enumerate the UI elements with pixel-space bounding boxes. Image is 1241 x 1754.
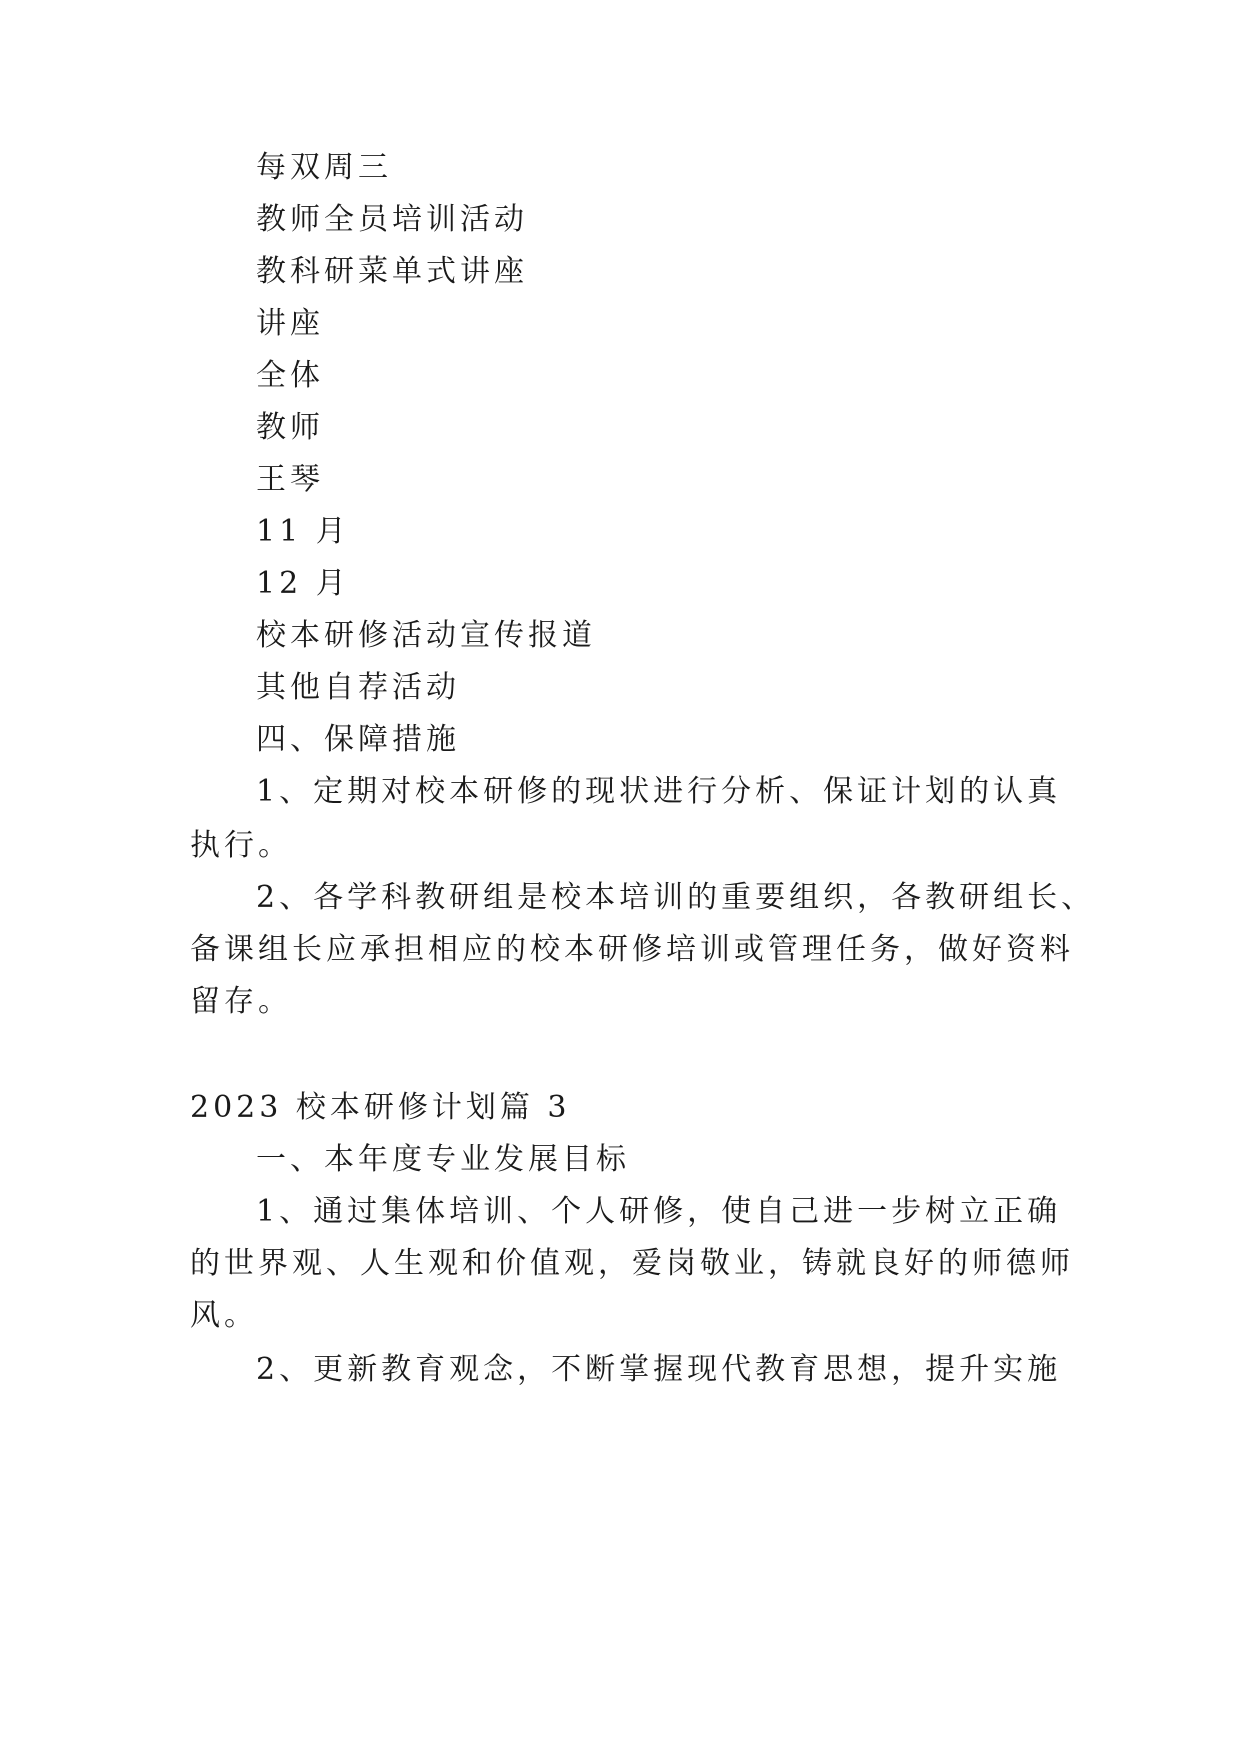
schedule-line: 校本研修活动宣传报道 — [256, 618, 596, 653]
paragraph-line: 1、定期对校本研修的现状进行分析、保证计划的认真 — [256, 774, 1062, 809]
schedule-line: 其他自荐活动 — [256, 670, 460, 705]
paragraph-line: 备课组长应承担相应的校本研修培训或管理任务，做好资料 — [190, 932, 1074, 967]
paragraph-line: 留存。 — [190, 984, 292, 1019]
paragraph-line: 风。 — [190, 1298, 258, 1333]
schedule-line: 11 月 — [256, 514, 350, 549]
article-title: 2023 校本研修计划篇 3 — [190, 1090, 571, 1125]
schedule-line: 每双周三 — [256, 150, 392, 185]
schedule-line: 全体 — [256, 358, 324, 393]
schedule-line: 教科研菜单式讲座 — [256, 254, 528, 289]
section-heading: 一、本年度专业发展目标 — [256, 1142, 630, 1177]
schedule-line: 教师 — [256, 410, 324, 445]
section-heading: 四、保障措施 — [256, 722, 460, 757]
schedule-line: 王琴 — [256, 462, 324, 497]
schedule-line: 教师全员培训活动 — [256, 202, 528, 237]
paragraph-line: 执行。 — [190, 828, 292, 863]
paragraph-line: 2、各学科教研组是校本培训的重要组织，各教研组长、 — [256, 880, 1096, 915]
schedule-line: 讲座 — [256, 306, 324, 341]
paragraph-line: 1、通过集体培训、个人研修，使自己进一步树立正确 — [256, 1194, 1062, 1229]
paragraph-line: 2、更新教育观念，不断掌握现代教育思想，提升实施 — [256, 1352, 1062, 1387]
schedule-line: 12 月 — [256, 566, 350, 601]
paragraph-line: 的世界观、人生观和价值观，爱岗敬业，铸就良好的师德师 — [190, 1246, 1074, 1281]
